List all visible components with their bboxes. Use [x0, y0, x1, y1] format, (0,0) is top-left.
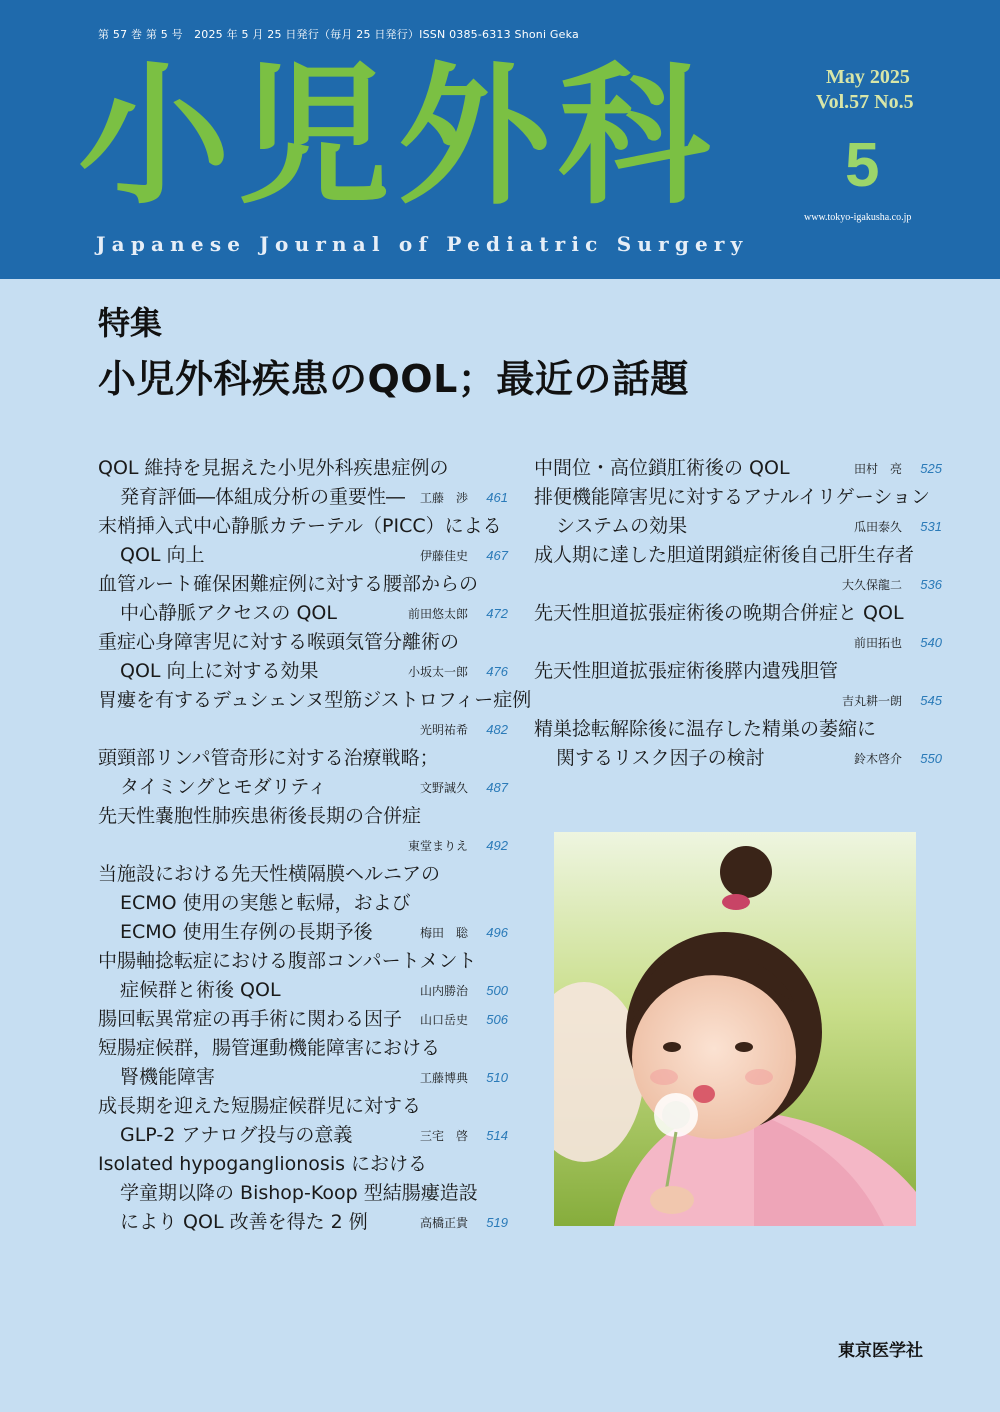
toc-article-title-line: [98, 773, 508, 802]
toc-entry-meta: [854, 628, 942, 658]
toc-article-title-text: 頭頸部リンパ管奇形に対する治療戦略；: [98, 747, 439, 769]
toc-entry-meta: [408, 657, 508, 687]
toc-article-title-text: 腸回転異常症の再手術に関わる因子: [98, 1008, 403, 1030]
toc-article-title-line: [98, 686, 532, 715]
toc-entry-meta: [420, 715, 508, 745]
toc-author: 前田拓也: [853, 636, 902, 650]
toc-article-title-line: [98, 541, 508, 570]
toc-article-title-text: システムの効果: [556, 515, 688, 537]
toc-entry-meta: [420, 1121, 508, 1151]
toc-entry-meta: [854, 454, 942, 484]
feature-title: 小児外科疾患のQOL；最近の話題: [98, 357, 689, 401]
toc-author: 山口岳史: [419, 1013, 468, 1027]
toc-article-title-text: QOL 維持を見据えた小児外科疾患症例の: [98, 457, 449, 479]
toc-author: 瓜田泰久: [853, 520, 902, 534]
toc-article-title-line: [534, 541, 942, 570]
toc-meta-row: [534, 570, 942, 599]
toc-page-number: 525: [920, 461, 942, 476]
toc-entry: [98, 686, 532, 744]
toc-author: 工藤博典: [419, 1071, 468, 1085]
toc-article-title-text: 腎機能障害: [120, 1066, 216, 1088]
toc-article-title-line: [98, 1092, 508, 1121]
toc-author: 吉丸耕一朗: [841, 694, 902, 708]
table-of-contents-left: [98, 454, 532, 1237]
toc-entry-meta: [842, 686, 942, 716]
toc-article-title-line: [98, 889, 508, 918]
toc-entry: [98, 570, 508, 628]
toc-article-title-line: [98, 1063, 508, 1092]
toc-article-title-text: 末梢挿入式中心静脈カテーテル（PICC）による: [98, 515, 502, 537]
toc-entry: [534, 454, 942, 483]
toc-page-number: 506: [486, 1012, 508, 1027]
toc-author: 高橋正貴: [419, 1216, 468, 1230]
toc-article-title-text: GLP-2 アナログ投与の意義: [120, 1124, 353, 1146]
toc-article-title-text: 中腸軸捻転症における腹部コンパートメント: [98, 950, 477, 972]
issue-volume: Vol.57 No.5: [816, 91, 914, 113]
toc-page-number: 482: [486, 722, 508, 737]
toc-entry-meta: [420, 483, 508, 513]
toc-article-title-text: 重症心身障害児に対する喉頭気管分離術の: [98, 631, 460, 653]
toc-entry: [534, 599, 942, 657]
toc-author: 光明祐希: [419, 723, 468, 737]
publisher-name: 東京医学社: [838, 1341, 923, 1361]
toc-article-title-line: [534, 657, 942, 686]
toc-page-number: 467: [486, 548, 508, 563]
toc-page-number: 496: [486, 925, 508, 940]
toc-entry-meta: [420, 1208, 508, 1238]
toc-article-title-line: [98, 1208, 508, 1237]
toc-entry-meta: [420, 1063, 508, 1093]
toc-author: 三宅 啓: [419, 1129, 468, 1143]
toc-entry: [98, 454, 508, 512]
toc-page-number: 472: [486, 606, 508, 621]
toc-entry-meta: [420, 918, 508, 948]
toc-entry-meta: [854, 744, 942, 774]
toc-entry: [98, 1005, 508, 1034]
toc-entry: [98, 628, 508, 686]
toc-meta-row: [98, 831, 508, 860]
toc-article-title-text: 排便機能障害児に対するアナルイリゲーション: [534, 486, 930, 508]
toc-page-number: 461: [486, 490, 508, 505]
toc-article-title-text: ECMO 使用の実態と転帰，および: [120, 892, 411, 914]
toc-author: 文野誠久: [419, 781, 468, 795]
toc-article-title-line: [98, 947, 508, 976]
toc-author: 梅田 聡: [419, 926, 468, 940]
toc-page-number: 514: [486, 1128, 508, 1143]
toc-page-number: 550: [920, 751, 942, 766]
toc-article-title-line: [98, 599, 508, 628]
toc-article-title-text: 先天性胆道拡張症術後の晩期合併症と QOL: [534, 602, 904, 624]
toc-author: 山内勝治: [419, 984, 468, 998]
journal-title-english: Japanese Journal of Pediatric Surgery: [96, 232, 749, 256]
toc-author: 前田悠太郎: [407, 607, 468, 621]
toc-article-title-text: 成人期に達した胆道閉鎖症術後自己肝生存者: [534, 544, 915, 566]
toc-article-title-line: [98, 570, 508, 599]
toc-meta-row: [534, 628, 942, 657]
toc-article-title-text: により QOL 改善を得た 2 例: [120, 1211, 368, 1233]
feature-label: 特集: [98, 304, 163, 342]
toc-entry-meta: [420, 976, 508, 1006]
toc-article-title-text: 中間位・高位鎖肛術後の QOL: [534, 457, 790, 479]
table-of-contents-right: [534, 454, 942, 773]
toc-article-title-text: 先天性胆道拡張症術後膵内遺残胆管: [534, 660, 839, 682]
toc-article-title-text: 精巣捻転解除後に温存した精巣の萎縮に: [534, 718, 877, 740]
toc-article-title-line: [98, 1005, 508, 1034]
toc-article-title-line: [534, 599, 942, 628]
toc-entry-meta: [420, 1005, 508, 1035]
toc-author: 伊藤佳史: [419, 549, 468, 563]
toc-article-title-text: 短腸症候群，腸管運動機能障害における: [98, 1037, 441, 1059]
toc-author: 東堂まりえ: [407, 839, 468, 853]
toc-entry-meta: [408, 599, 508, 629]
toc-entry-meta: [420, 773, 508, 803]
journal-title: 小児外科: [78, 48, 718, 225]
toc-article-title-text: 先天性嚢胞性肺疾患術後長期の合併症: [98, 805, 422, 827]
issue-date: May 2025: [826, 66, 910, 88]
toc-author: 田村 亮: [853, 462, 902, 476]
toc-author: 工藤 渉: [419, 491, 468, 505]
toc-article-title-text: 血管ルート確保困難症例に対する腰部からの: [98, 573, 479, 595]
toc-article-title-line: [534, 483, 942, 512]
toc-article-title-text: ECMO 使用生存例の長期予後: [120, 921, 373, 943]
toc-article-title-text: 学童期以降の Bishop-Koop 型結腸瘻造設: [120, 1182, 478, 1204]
toc-article-title-line: [98, 628, 508, 657]
toc-article-title-line: [534, 512, 942, 541]
toc-page-number: 500: [486, 983, 508, 998]
toc-article-title-line: [98, 1034, 508, 1063]
toc-entry: [98, 947, 508, 1005]
toc-article-title-text: Isolated hypoganglionosis における: [98, 1153, 428, 1175]
toc-article-title-line: [98, 454, 508, 483]
toc-article-title-text: 発育評価―体組成分析の重要性―: [120, 486, 406, 508]
toc-article-title-text: 胃瘻を有するデュシェンヌ型筋ジストロフィー症例: [98, 689, 532, 711]
toc-article-title-text: 症候群と術後 QOL: [120, 979, 281, 1001]
toc-entry-meta: [408, 831, 508, 861]
toc-author: 小坂太一郎: [407, 665, 468, 679]
toc-page-number: 492: [486, 838, 508, 853]
masthead-band: [0, 0, 1000, 279]
toc-entry: [534, 483, 942, 541]
toc-article-title-line: [534, 454, 942, 483]
toc-entry: [98, 744, 508, 802]
toc-page-number: 487: [486, 780, 508, 795]
toc-page-number: 510: [486, 1070, 508, 1085]
toc-page-number: 545: [920, 693, 942, 708]
toc-author: 鈴木啓介: [853, 752, 902, 766]
toc-article-title-line: [98, 802, 508, 831]
toc-article-title-line: [98, 1150, 508, 1179]
toc-article-title-line: [98, 918, 508, 947]
toc-article-title-line: [534, 715, 942, 744]
toc-article-title-line: [534, 744, 942, 773]
toc-entry-meta: [854, 512, 942, 542]
toc-meta-row: [98, 715, 508, 744]
toc-entry: [98, 860, 508, 947]
toc-article-title-line: [98, 483, 508, 512]
toc-page-number: 531: [920, 519, 942, 534]
toc-meta-row: [534, 686, 942, 715]
cover-photo-child-blowing-dandelion: [554, 832, 916, 1226]
toc-page-number: 519: [486, 1215, 508, 1230]
toc-article-title-line: [98, 860, 508, 889]
toc-article-title-text: 関するリスク因子の検討: [556, 747, 765, 769]
toc-entry: [98, 1034, 508, 1092]
toc-article-title-line: [98, 657, 508, 686]
toc-entry: [534, 541, 942, 599]
toc-article-title-line: [98, 512, 508, 541]
toc-article-title-line: [98, 744, 508, 773]
toc-entry: [534, 657, 942, 715]
toc-entry: [98, 1092, 508, 1150]
publication-info: 第 57 巻 第 5 号 2025 年 5 月 25 日発行（毎月 25 日発行）ISSN 0385-6313 Shoni Geka: [98, 28, 579, 41]
toc-entry: [98, 512, 508, 570]
toc-article-title-text: QOL 向上に対する効果: [120, 660, 319, 682]
toc-article-title-line: [98, 976, 508, 1005]
toc-entry: [98, 802, 508, 860]
toc-entry-meta: [842, 570, 942, 600]
toc-entry: [98, 1150, 508, 1237]
publisher-website: www.tokyo-igakusha.co.jp: [804, 212, 912, 223]
toc-article-title-text: QOL 向上: [120, 544, 205, 566]
toc-page-number: 536: [920, 577, 942, 592]
toc-page-number: 540: [920, 635, 942, 650]
toc-article-title-text: タイミングとモダリティ: [120, 776, 327, 798]
toc-article-title-text: 中心静脈アクセスの QOL: [120, 602, 337, 624]
toc-article-title-text: 当施設における先天性横隔膜ヘルニアの: [98, 863, 441, 885]
toc-article-title-line: [98, 1179, 508, 1208]
toc-author: 大久保龍二: [841, 578, 902, 592]
toc-article-title-text: 成長期を迎えた短腸症候群児に対する: [98, 1095, 422, 1117]
issue-number: 5: [845, 131, 880, 200]
toc-article-title-line: [98, 1121, 508, 1150]
toc-entry-meta: [420, 541, 508, 571]
toc-page-number: 476: [486, 664, 508, 679]
toc-entry: [534, 715, 942, 773]
